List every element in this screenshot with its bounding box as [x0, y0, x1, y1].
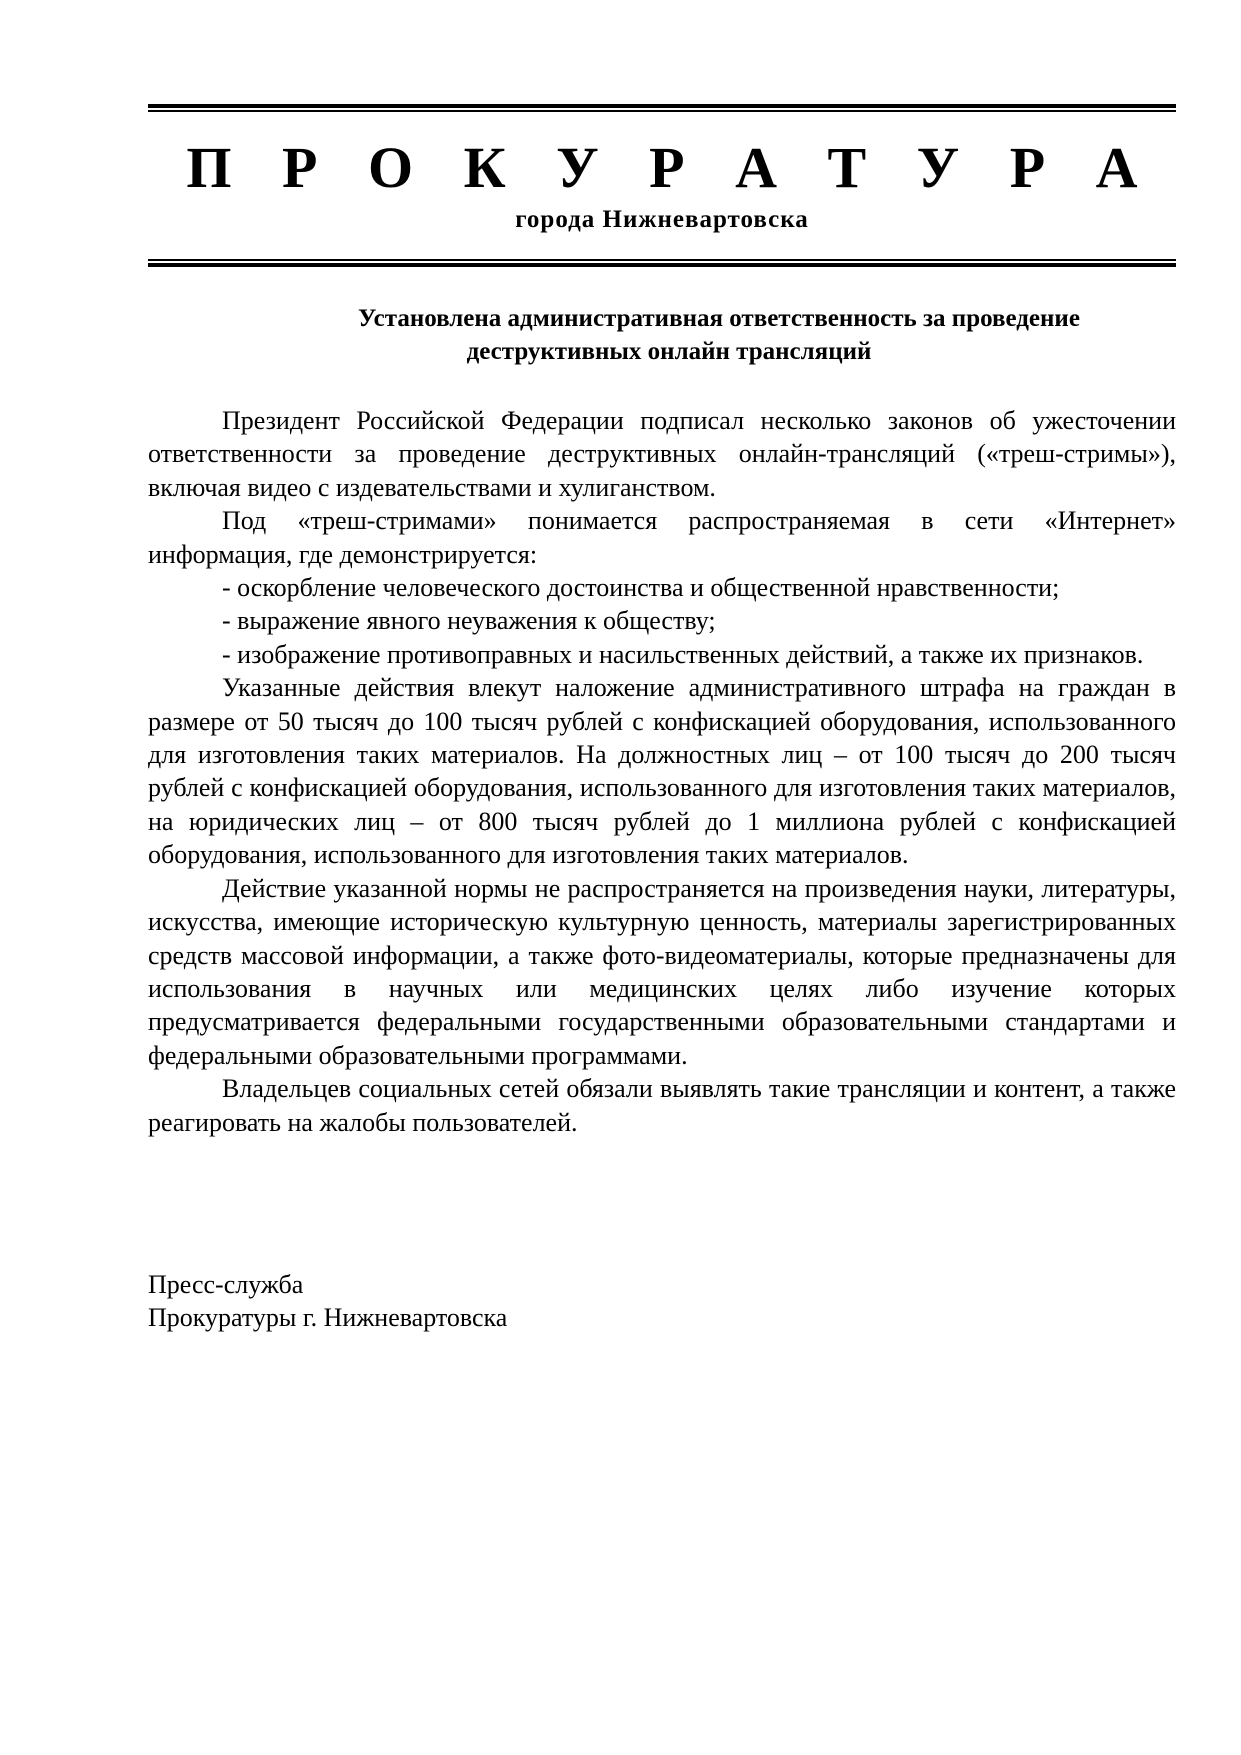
signature-line-2: Прокуратуры г. Нижневартовска	[148, 1303, 508, 1333]
list-item: - оскорбление человеческого достоинства и общественной нравственности;	[222, 573, 1060, 603]
paragraph-owners: Владельцев социальных сетей обязали выявлять такие трансляции и контент, а также реагировать на жалобы пользователей.	[148, 1074, 1176, 1137]
list-item: - изображение противоправных и насильственных действий, а также их признаков.	[222, 639, 1144, 669]
document-heading	[148, 302, 1176, 368]
paragraph-intro: Президент Российской Федерации подписал несколько законов об ужесточении ответственности за проведение деструктивных онлайн-трансляций («треш-стримы»), включая видео с издевательствами и хулиганством.	[148, 406, 1176, 502]
document-body	[148, 404, 1176, 1139]
header-title: П Р О К У Р А Т У Р А	[186, 135, 1156, 200]
document-heading-line-2: деструктивных онлайн трансляций	[466, 338, 872, 365]
document-page	[148, 0, 1176, 1755]
header-bottom-rule	[148, 259, 1176, 267]
document-heading-line-1: Установлена административная ответственность за проведение	[358, 305, 1080, 332]
signature-line-1: Пресс-служба	[148, 1270, 304, 1299]
header-subtitle: города Нижневартовска	[515, 206, 809, 233]
paragraph-definition: Под «треш-стримами» понимается распространяемая в сети «Интернет» информация, где демонстрируется:	[148, 506, 1176, 569]
signature-block	[148, 1268, 1176, 1335]
paragraph-fines: Указанные действия влекут наложение административного штрафа на граждан в размере от 50 тысяч до 100 тысяч рублей с конфискацией оборудования, использованного для изготовления таких материалов. На должностных лиц – от 100 тысяч до 200 тысяч рублей с конфискацией оборудования, использованного для изготовления таких материалов, на юридических лиц – от 800 тысяч рублей до 1 миллиона рублей с конфискацией оборудования, использованного для изготовления таких материалов.	[148, 673, 1176, 870]
paragraph-exceptions: Действие указанной нормы не распространяется на произведения науки, литературы, искусства, имеющие историческую культурную ценность, материалы зарегистрированных средств массовой информации, а также фото-видеоматериалы, которые предназначены для использования в научных или медицинских целях либо изучение которых предусматривается федеральными государственными образовательными стандартами и федеральными образовательными программами.	[148, 873, 1176, 1070]
list-item: - выражение явного неуважения к обществу;	[222, 606, 716, 636]
header-top-rule	[148, 104, 1176, 112]
